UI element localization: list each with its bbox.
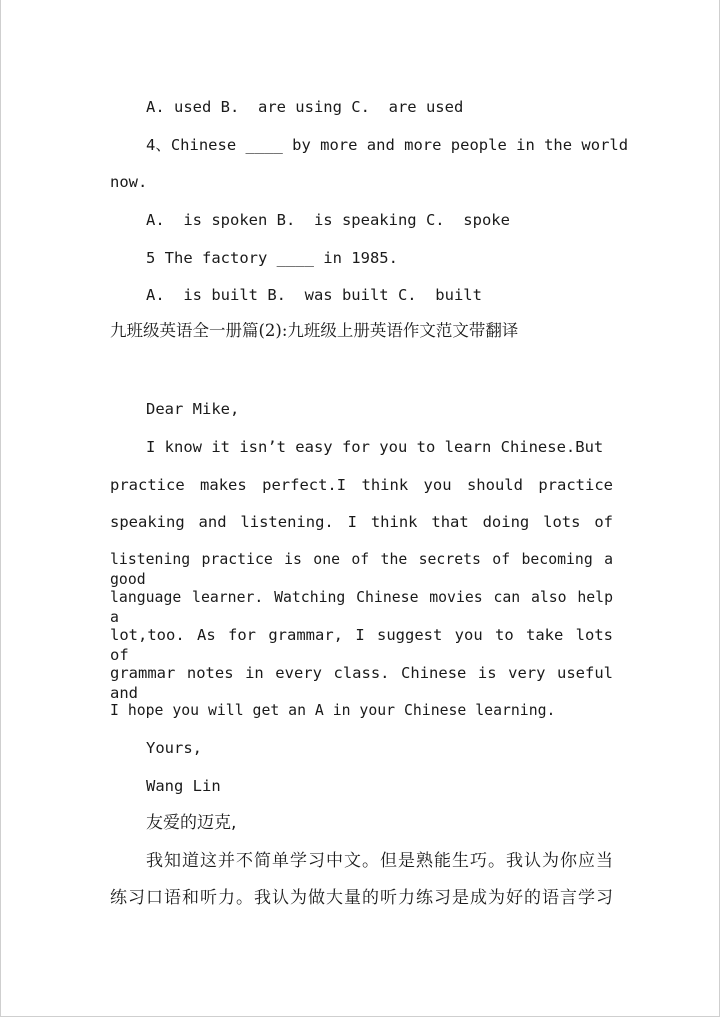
letter-greeting: Dear Mike, bbox=[146, 400, 240, 418]
translation-greeting: 友爱的迈克, bbox=[146, 813, 237, 833]
question-3-options: A. used B. are using C. are used bbox=[146, 98, 464, 116]
question-5-stem: 5 The factory ____ in 1985. bbox=[146, 249, 398, 267]
letter-closing: Yours, bbox=[146, 739, 202, 757]
letter-body-line: I hope you will get an A in your Chinese learning. bbox=[110, 702, 556, 719]
letter-body-line: practice makes perfect.I think you should practice bbox=[110, 476, 613, 494]
letter-body-line: lot,too. As for grammar, I suggest you to take lots of bbox=[110, 626, 613, 664]
letter-body-line: speaking and listening. I think that doing lots of bbox=[110, 513, 613, 531]
letter-body-line: grammar notes in every class. Chinese is very useful and bbox=[110, 664, 613, 702]
letter-body-line: I know it isn’t easy for you to learn Chinese.But bbox=[146, 438, 604, 456]
question-4-stem: 4、Chinese ____ by more and more people in the world bbox=[146, 136, 629, 154]
question-4-options: A. is spoken B. is speaking C. spoke bbox=[146, 211, 510, 229]
question-5-options: A. is built B. was built C. built bbox=[146, 286, 482, 304]
letter-body-line: listening practice is one of the secrets of becoming a good bbox=[110, 551, 613, 588]
translation-body-line: 练习口语和听力。我认为做大量的听力练习是成为好的语言学习 bbox=[110, 888, 613, 908]
question-4-stem-continued: now. bbox=[110, 173, 148, 191]
translation-body-line: 我知道这并不简单学习中文。但是熟能生巧。我认为你应当 bbox=[146, 851, 613, 871]
section-heading: 九班级英语全一册篇(2):九班级上册英语作文范文带翻译 bbox=[110, 321, 519, 340]
letter-body-line: language learner. Watching Chinese movies can also help a bbox=[110, 589, 613, 626]
letter-signature: Wang Lin bbox=[146, 777, 221, 795]
